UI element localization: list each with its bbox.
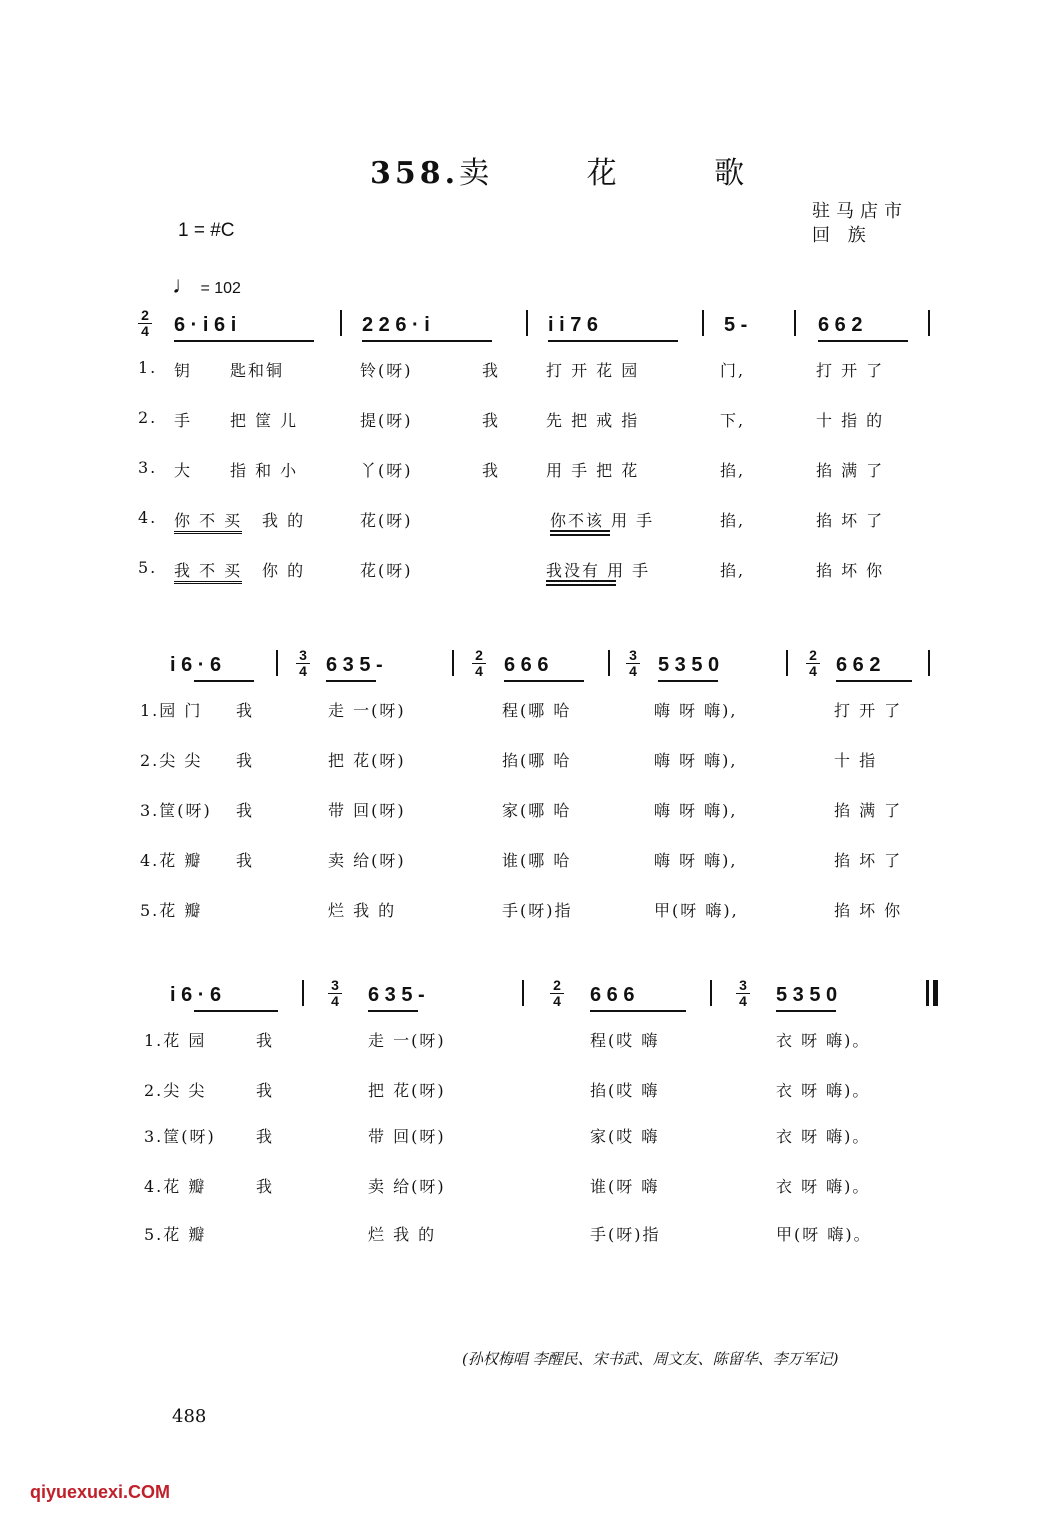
quarter-note-icon: ♩	[172, 272, 196, 299]
time-signature: 2 4	[472, 648, 486, 679]
tempo-marking: ♩ = 102	[172, 272, 241, 299]
measure: 5 -	[724, 314, 748, 336]
time-signature: 2 4	[138, 308, 152, 339]
page-number: 488	[172, 1406, 207, 1427]
measure: 6 6 2	[818, 314, 863, 336]
measure: i i 7 6	[548, 314, 599, 336]
performer-credit: (孙权梅唱 李醒民、宋书武、周文友、陈留华、李万军记)	[462, 1350, 839, 1368]
time-signature: 2 4	[806, 648, 820, 679]
measure: 6 · i 6 i	[174, 314, 237, 336]
measure: i 6 · 6	[170, 654, 222, 676]
region-info: 驻马店市 回 族	[812, 201, 908, 246]
measure: 5 3 5 0	[658, 654, 720, 676]
measure: 6 6 2	[836, 654, 881, 676]
song-title: 358.卖 花 歌	[370, 156, 789, 191]
measure: 6 3 5 -	[368, 984, 425, 1006]
measure: 6 6 6	[590, 984, 635, 1006]
staff-line-3	[130, 976, 940, 1016]
measure: i 6 · 6	[170, 984, 222, 1006]
measure: 5 3 5 0	[776, 984, 838, 1006]
measure: 2 2 6 · i	[362, 314, 430, 336]
time-signature: 3 4	[736, 978, 750, 1009]
time-signature: 2 4	[550, 978, 564, 1009]
key-signature: 1 = #C	[178, 220, 235, 241]
measure: 6 3 5 -	[326, 654, 383, 676]
time-signature: 3 4	[626, 648, 640, 679]
staff-line-1	[130, 306, 940, 346]
measure: 6 6 6	[504, 654, 549, 676]
staff-line-2	[130, 646, 940, 686]
site-watermark: qiyuexuexi.COM	[30, 1482, 171, 1502]
time-signature: 3 4	[296, 648, 310, 679]
time-signature: 3 4	[328, 978, 342, 1009]
